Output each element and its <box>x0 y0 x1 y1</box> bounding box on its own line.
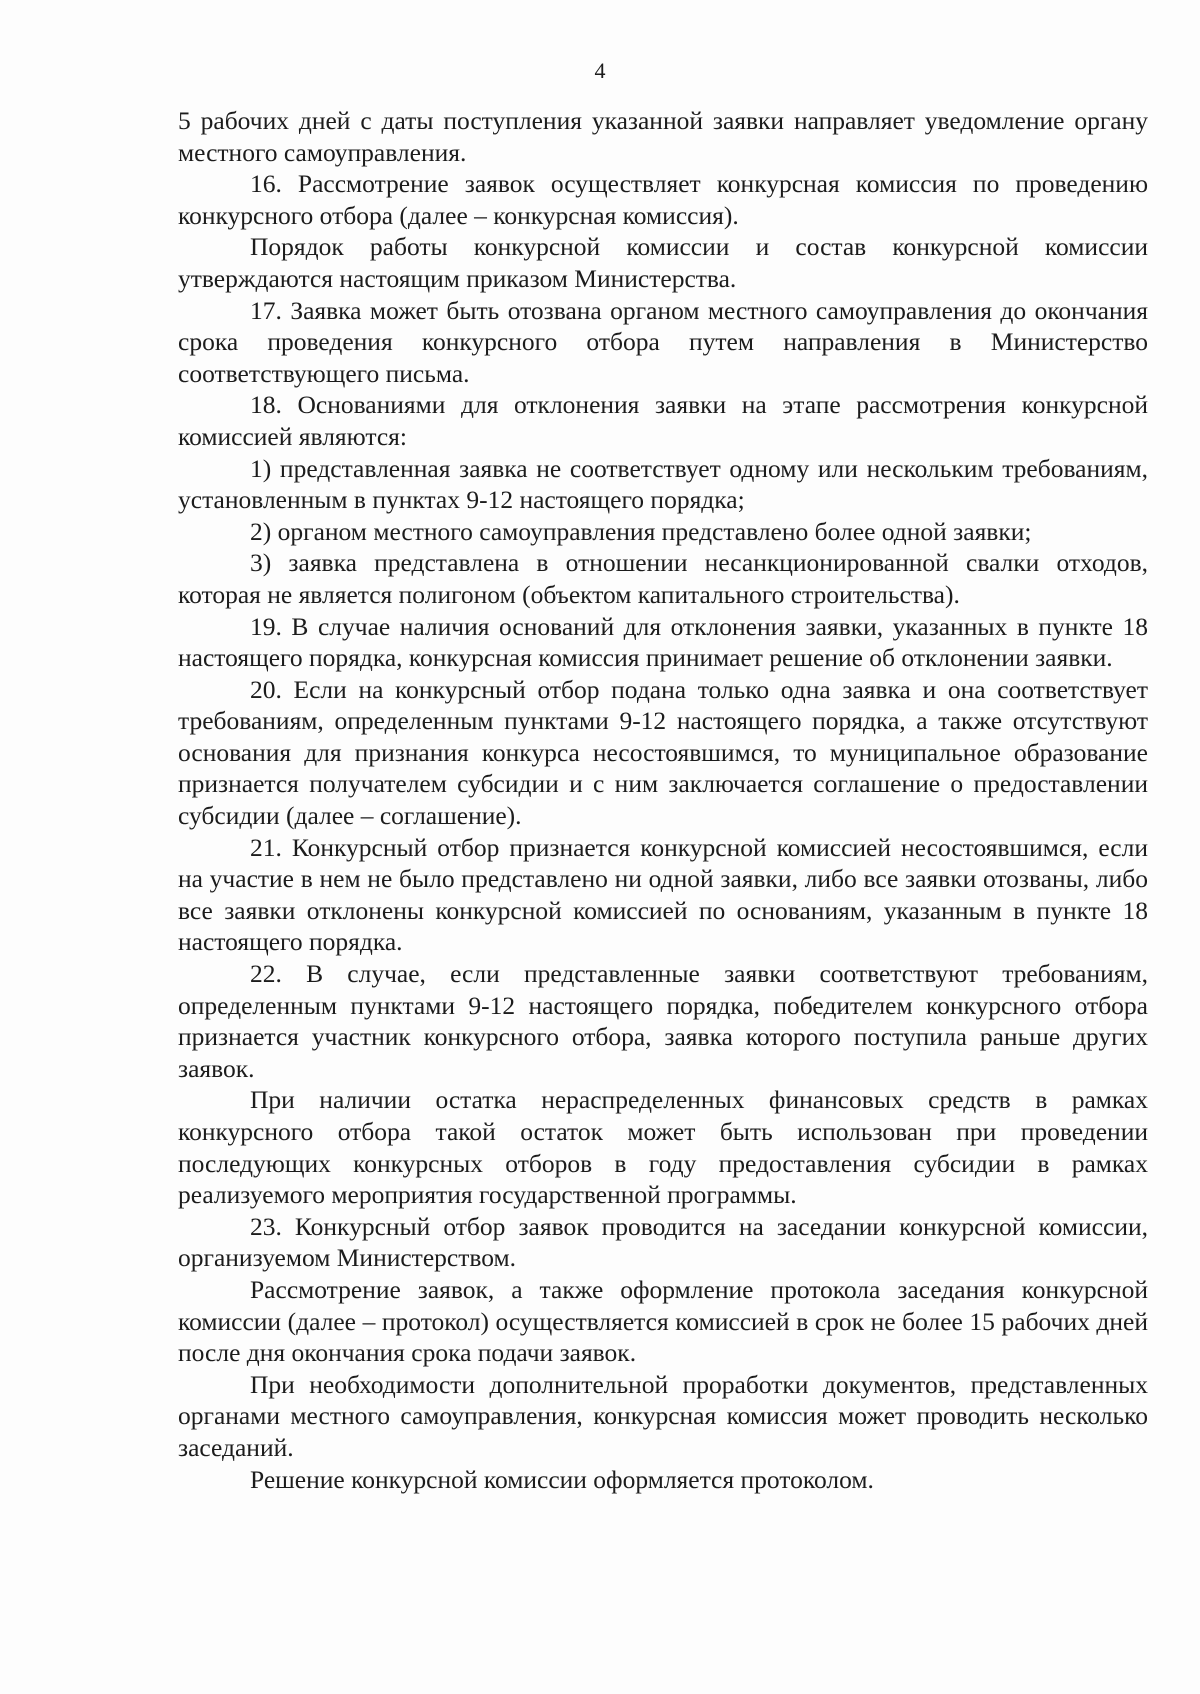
paragraph-19: 19. В случае наличия оснований для отклонения заявки, указанных в пункте 18 настоящего порядка, конкурсная комиссия принимает решение об отклонении заявки. <box>178 611 1148 673</box>
paragraph-22: 22. В случае, если представленные заявки соответствуют требованиям, определенным пунктами 9-12 настоящего порядка, победителем конкурсного отбора признается участник конкурсного отбора, заявка которого поступила раньше других заявок. <box>178 959 1148 1083</box>
paragraph-16-procedure: Порядок работы конкурсной комиссии и состав конкурсной комиссии утверждаются настоящим приказом Министерства. <box>178 232 1148 293</box>
paragraph-22-remainder: При наличии остатка нераспределенных финансовых средств в рамках конкурсного отбора такой остаток может быть использован при проведении последующих конкурсных отборов в году предоставления субсидии в рамках реализуемого мероприятия государственной программы. <box>178 1085 1148 1210</box>
paragraph-18-item-3: 3) заявка представлена в отношении несанкционированной свалки отходов, которая не является полигоном (объектом капитального строительства). <box>178 548 1148 609</box>
paragraph-20: 20. Если на конкурсный отбор подана только одна заявка и она соответствует требованиям, определенным пунктами 9-12 настоящего порядка, а также отсутствуют основания для признания конкурса несостоявшимся, то муниципальное образование признается получателем субсидии и с ним заключается соглашение о предоставлении субсидии (далее – соглашение). <box>178 674 1148 831</box>
page-number: 4 <box>594 58 606 83</box>
paragraph-18: 18. Основаниями для отклонения заявки на этапе рассмотрения конкурсной комиссией являются: <box>178 390 1148 451</box>
paragraph-16: 16. Рассмотрение заявок осуществляет конкурсная комиссия по проведению конкурсного отбора (далее – конкурсная комиссия). <box>178 169 1148 230</box>
paragraph-23-sessions: При необходимости дополнительной проработки документов, представленных органами местного самоуправления, конкурсная комиссия может проводить несколько заседаний. <box>178 1369 1148 1462</box>
paragraph-23-review: Рассмотрение заявок, а также оформление протокола заседания конкурсной комиссии (далее – протокол) осуществляется комиссией в срок не более 15 рабочих дней после дня окончания срока подачи заявок. <box>178 1274 1148 1368</box>
paragraph-23-decision: Решение конкурсной комиссии оформляется протоколом. <box>250 1464 874 1494</box>
paragraph-18-item-2: 2) органом местного самоуправления представлено более одной заявки; <box>250 516 1032 546</box>
paragraph-18-item-1: 1) представленная заявка не соответствует одному или нескольким требованиям, установленным в пунктах 9-12 настоящего порядка; <box>178 453 1148 515</box>
paragraph-21: 21. Конкурсный отбор признается конкурсной комиссией несостоявшимся, если на участие в нем не было представлено ни одной заявки, либо все заявки отозваны, либо все заявки отклонены конкурсной комиссией по основаниям, указанным в пункте 18 настоящего порядка. <box>178 832 1148 957</box>
paragraph-23: 23. Конкурсный отбор заявок проводится на заседании конкурсной комиссии, организуемом Министерством. <box>178 1211 1148 1273</box>
paragraph-continuation: 5 рабочих дней с даты поступления указанной заявки направляет уведомление органу местного самоуправления. <box>178 106 1148 167</box>
document-body <box>178 105 1148 1495</box>
paragraph-17: 17. Заявка может быть отозвана органом местного самоуправления до окончания срока проведения конкурсного отбора путем направления в Министерство соответствующего письма. <box>178 295 1148 388</box>
